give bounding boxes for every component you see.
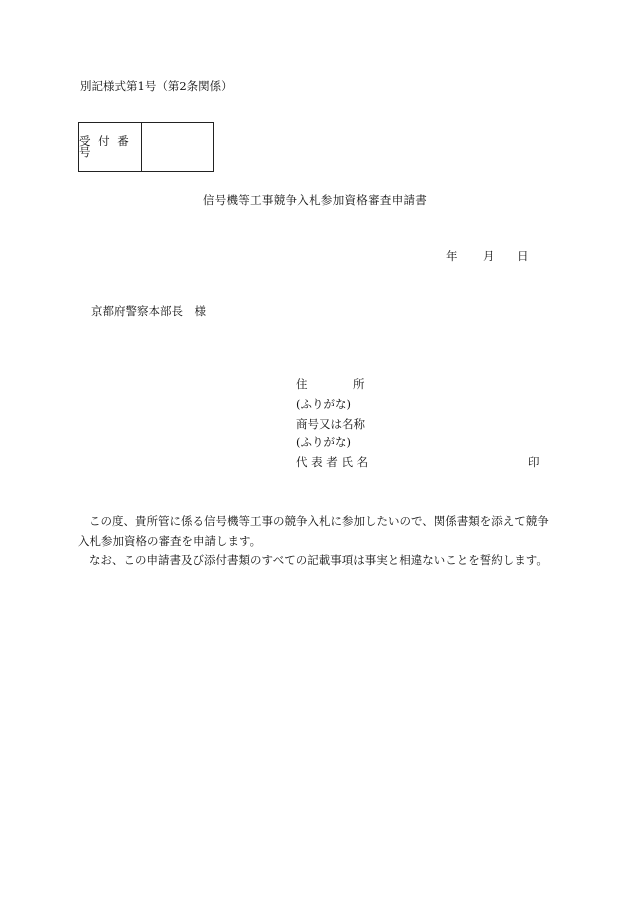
address-label-second: 所: [353, 377, 365, 391]
address-label-first: 住: [296, 377, 308, 391]
pledge-paragraph: なお、この申請書及び添付書類のすべての記載事項は事実と相違ないことを誓約します。: [89, 553, 548, 567]
form-number-label: 別記様式第1号（第2条関係）: [80, 79, 233, 93]
document-title: 信号機等工事競争入札参加資格審査申請書: [202, 193, 428, 207]
date-year-label: 年: [446, 249, 458, 263]
application-statement: [78, 512, 555, 571]
furigana-label: (ふりがな): [296, 397, 351, 411]
receipt-number-label: 受 付 番 号: [79, 123, 142, 171]
statement-paragraph: この度、貴所管に係る信号機等工事の競争入札に参加したいので、関係書類を添えて競争入札参加資格の審査を申請します。: [78, 514, 549, 548]
company-name-label: 商号又は名称: [296, 417, 365, 431]
date-month-label: 月: [483, 249, 495, 263]
furigana-label-second: (ふりがな): [296, 435, 351, 449]
seal-mark: 印: [528, 455, 540, 469]
date-day-label: 日: [517, 249, 529, 263]
representative-name-label: 代 表 者 氏 名: [296, 455, 369, 469]
receipt-number-box: [78, 122, 214, 172]
receipt-number-field: [142, 123, 213, 171]
addressee: 京都府警察本部長 様: [91, 304, 206, 318]
